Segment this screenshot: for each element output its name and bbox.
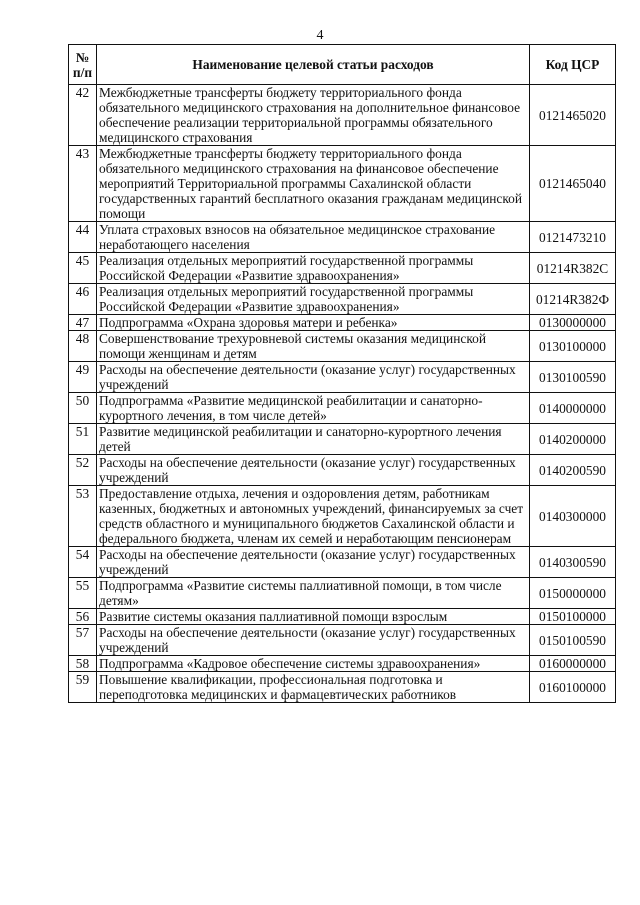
row-number: 59	[69, 672, 97, 703]
row-number: 53	[69, 486, 97, 547]
row-name: Подпрограмма «Кадровое обеспечение системы здравоохранения»	[97, 656, 530, 672]
table-row	[69, 625, 616, 656]
row-name: Межбюджетные трансферты бюджету территориального фонда обязательного медицинского страхования на финансовое обеспечение мероприятий Территориальной программы Сахалинской области государственных гарантий бесплатного оказания гражданам медицинской помощи	[97, 146, 530, 222]
budget-table	[68, 44, 616, 703]
row-number: 43	[69, 146, 97, 222]
row-code: 0130100000	[530, 331, 616, 362]
row-name: Расходы на обеспечение деятельности (оказание услуг) государственных учреждений	[97, 547, 530, 578]
row-code: 0140200000	[530, 424, 616, 455]
row-code: 0130100590	[530, 362, 616, 393]
row-name: Расходы на обеспечение деятельности (оказание услуг) государственных учреждений	[97, 455, 530, 486]
row-number: 45	[69, 253, 97, 284]
row-name: Развитие системы оказания паллиативной помощи взрослым	[97, 609, 530, 625]
row-code: 0130000000	[530, 315, 616, 331]
table-row	[69, 253, 616, 284]
row-number: 46	[69, 284, 97, 315]
table-row	[69, 284, 616, 315]
table-row	[69, 609, 616, 625]
row-code: 0121465040	[530, 146, 616, 222]
row-number: 42	[69, 85, 97, 146]
row-code: 0160000000	[530, 656, 616, 672]
row-name: Совершенствование трехуровневой системы оказания медицинской помощи женщинам и детям	[97, 331, 530, 362]
table-row	[69, 547, 616, 578]
table-row	[69, 424, 616, 455]
row-name: Подпрограмма «Развитие системы паллиативной помощи, в том числе детям»	[97, 578, 530, 609]
table-row	[69, 222, 616, 253]
header-number: № п/п	[69, 45, 97, 85]
row-code: 0150100000	[530, 609, 616, 625]
row-code: 0160100000	[530, 672, 616, 703]
row-code: 0121473210	[530, 222, 616, 253]
row-number: 58	[69, 656, 97, 672]
header-name: Наименование целевой статьи расходов	[97, 45, 530, 85]
row-name: Реализация отдельных мероприятий государственной программы Российской Федерации «Развитие здравоохранения»	[97, 284, 530, 315]
row-name: Уплата страховых взносов на обязательное медицинское страхование неработающего населения	[97, 222, 530, 253]
row-number: 47	[69, 315, 97, 331]
row-name: Развитие медицинской реабилитации и санаторно-курортного лечения детей	[97, 424, 530, 455]
table-row	[69, 455, 616, 486]
row-code: 0150100590	[530, 625, 616, 656]
row-code: 0150000000	[530, 578, 616, 609]
row-number: 57	[69, 625, 97, 656]
table-row	[69, 362, 616, 393]
table-row	[69, 486, 616, 547]
row-number: 44	[69, 222, 97, 253]
table-row	[69, 315, 616, 331]
page-number: 4	[316, 28, 324, 43]
row-number: 49	[69, 362, 97, 393]
row-code: 0140300590	[530, 547, 616, 578]
row-code: 0121465020	[530, 85, 616, 146]
row-number: 52	[69, 455, 97, 486]
table-row	[69, 393, 616, 424]
row-code: 01214R382C	[530, 253, 616, 284]
row-number: 55	[69, 578, 97, 609]
table-row	[69, 578, 616, 609]
row-name: Предоставление отдыха, лечения и оздоровления детям, работникам казенных, бюджетных и автономных учреждений, финансируемых за счет средств областного и муниципального бюджетов Сахалинской области и федерального бюджета, членам их семей и неработающим пенсионерам	[97, 486, 530, 547]
row-name: Подпрограмма «Развитие медицинской реабилитации и санаторно-курортного лечения, в том числе детей»	[97, 393, 530, 424]
row-number: 50	[69, 393, 97, 424]
row-name: Межбюджетные трансферты бюджету территориального фонда обязательного медицинского страхования на дополнительное финансовое обеспечение реализации территориальной программы обязательного медицинского страхования	[97, 85, 530, 146]
row-number: 54	[69, 547, 97, 578]
row-code: 0140200590	[530, 455, 616, 486]
table-row	[69, 672, 616, 703]
row-name: Повышение квалификации, профессиональная подготовка и переподготовка медицинских и фармацевтических работников	[97, 672, 530, 703]
table-row	[69, 331, 616, 362]
row-code: 0140300000	[530, 486, 616, 547]
row-code: 01214R382Ф	[530, 284, 616, 315]
header-code: Код ЦСР	[530, 45, 616, 85]
table-header-row	[69, 45, 616, 85]
row-number: 48	[69, 331, 97, 362]
row-number: 51	[69, 424, 97, 455]
row-name: Расходы на обеспечение деятельности (оказание услуг) государственных учреждений	[97, 362, 530, 393]
table-row	[69, 85, 616, 146]
row-code: 0140000000	[530, 393, 616, 424]
row-name: Подпрограмма «Охрана здоровья матери и ребенка»	[97, 315, 530, 331]
row-name: Расходы на обеспечение деятельности (оказание услуг) государственных учреждений	[97, 625, 530, 656]
row-name: Реализация отдельных мероприятий государственной программы Российской Федерации «Развитие здравоохранения»	[97, 253, 530, 284]
table-row	[69, 656, 616, 672]
row-number: 56	[69, 609, 97, 625]
table-row	[69, 146, 616, 222]
